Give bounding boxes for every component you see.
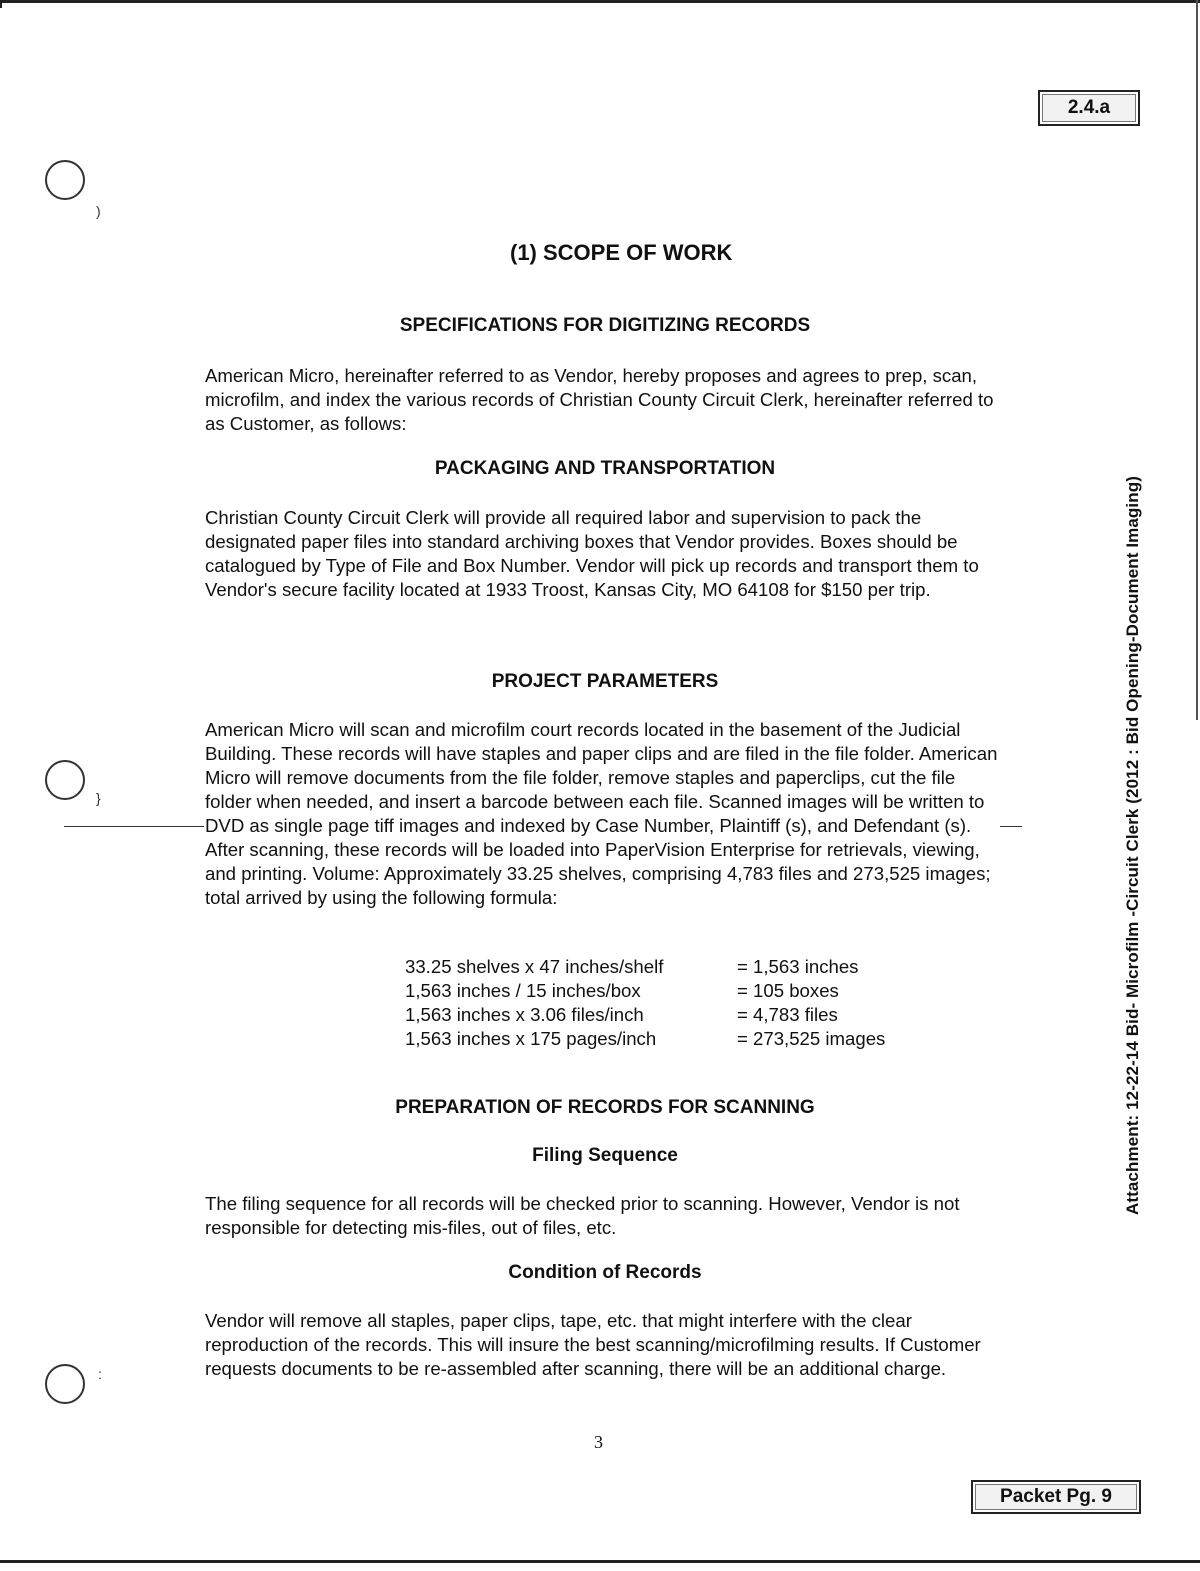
formula-result: = 273,525 images (737, 1028, 886, 1049)
attachment-side-label: Attachment: 12-22-14 Bid- Microfilm -Circuit Clerk (2012 : Bid Opening-Document Imaging) (1123, 476, 1142, 1215)
scan-speck: : (98, 1366, 102, 1382)
formula-expression: 33.25 shelves x 47 inches/shelf (405, 956, 664, 977)
specifications-paragraph: American Micro, hereinafter referred to as Vendor, hereby proposes and agrees to prep, scan, microfilm, and index the various records of Christian County Circuit Clerk, hereinafter referred to as Customer, as follows: (205, 365, 994, 434)
section-heading-packaging: PACKAGING AND TRANSPORTATION (434, 458, 776, 479)
scan-border-top (0, 0, 1200, 3)
formula-expression: 1,563 inches / 15 inches/box (405, 980, 641, 1001)
section-heading-parameters: PROJECT PARAMETERS (491, 671, 719, 692)
agenda-item-stamp: 2.4.a (1038, 90, 1140, 126)
packaging-paragraph: Christian County Circuit Clerk will provide all required labor and supervision to pack the designated paper files into standard archiving boxes that Vendor provides. Boxes should be catalogued by Type of File and Box Number. Vendor will pick up records and transport them to Vendor's secure facility located at 1933 Troost, Kansas City, MO 64108 for $150 per trip. (205, 507, 979, 600)
scan-dash-right (1000, 826, 1022, 827)
subheading-filing-sequence: Filing Sequence (532, 1145, 678, 1166)
parameters-paragraph: American Micro will scan and microfilm court records located in the basement of the Judicial Building. These records will have staples and paper clips and are filed in the file folder. American Micro will remove documents from the file folder, remove staples and paperclips, cut the file folder when needed, and insert a barcode between each file. Scanned images will be written to DVD as single page tiff images and indexed by Case Number, Plaintiff (s), and Defendant (s). After scanning, these records will be loaded into PaperVision Enterprise for retrievals, viewing, and printing. Volume: Approximately 33.25 shelves, comprising 4,783 files and 273,525 images; total arrived by using the following formula: (205, 719, 998, 908)
page-number: 3 (594, 1432, 603, 1452)
formula-result: = 1,563 inches (737, 956, 859, 977)
volume-formula (405, 955, 885, 1051)
scan-dash-left (64, 826, 204, 827)
page-title: (1) SCOPE OF WORK (510, 240, 733, 265)
formula-row (405, 1027, 885, 1051)
packet-page-stamp: Packet Pg. 9 (971, 1480, 1141, 1514)
formula-expression: 1,563 inches x 175 pages/inch (405, 1028, 657, 1049)
scan-border-right (1196, 0, 1198, 720)
formula-result: = 105 boxes (737, 980, 839, 1001)
scan-border-left (0, 0, 2, 8)
punch-hole (45, 160, 85, 200)
scan-speck: ) (96, 203, 101, 219)
section-heading-preparation: PREPARATION OF RECORDS FOR SCANNING (395, 1097, 815, 1118)
condition-paragraph: Vendor will remove all staples, paper clips, tape, etc. that might interfere with the clear reproduction of the records. This will insure the best scanning/microfilming results. If Customer requests documents to be re-assembled after scanning, there will be an additional charge. (205, 1310, 981, 1379)
scan-speck: } (96, 790, 101, 806)
formula-row (405, 1003, 885, 1027)
punch-hole (45, 1364, 85, 1404)
formula-row (405, 979, 885, 1003)
formula-result: = 4,783 files (737, 1004, 838, 1025)
formula-expression: 1,563 inches x 3.06 files/inch (405, 1004, 644, 1025)
section-heading-specifications: SPECIFICATIONS FOR DIGITIZING RECORDS (399, 315, 811, 336)
subheading-condition-of-records: Condition of Records (508, 1262, 702, 1283)
punch-hole (45, 760, 85, 800)
filing-sequence-paragraph: The filing sequence for all records will be checked prior to scanning. However, Vendor is not responsible for detecting mis-files, out of files, etc. (205, 1193, 960, 1238)
scan-border-bottom (0, 1560, 1200, 1563)
formula-row (405, 955, 885, 979)
